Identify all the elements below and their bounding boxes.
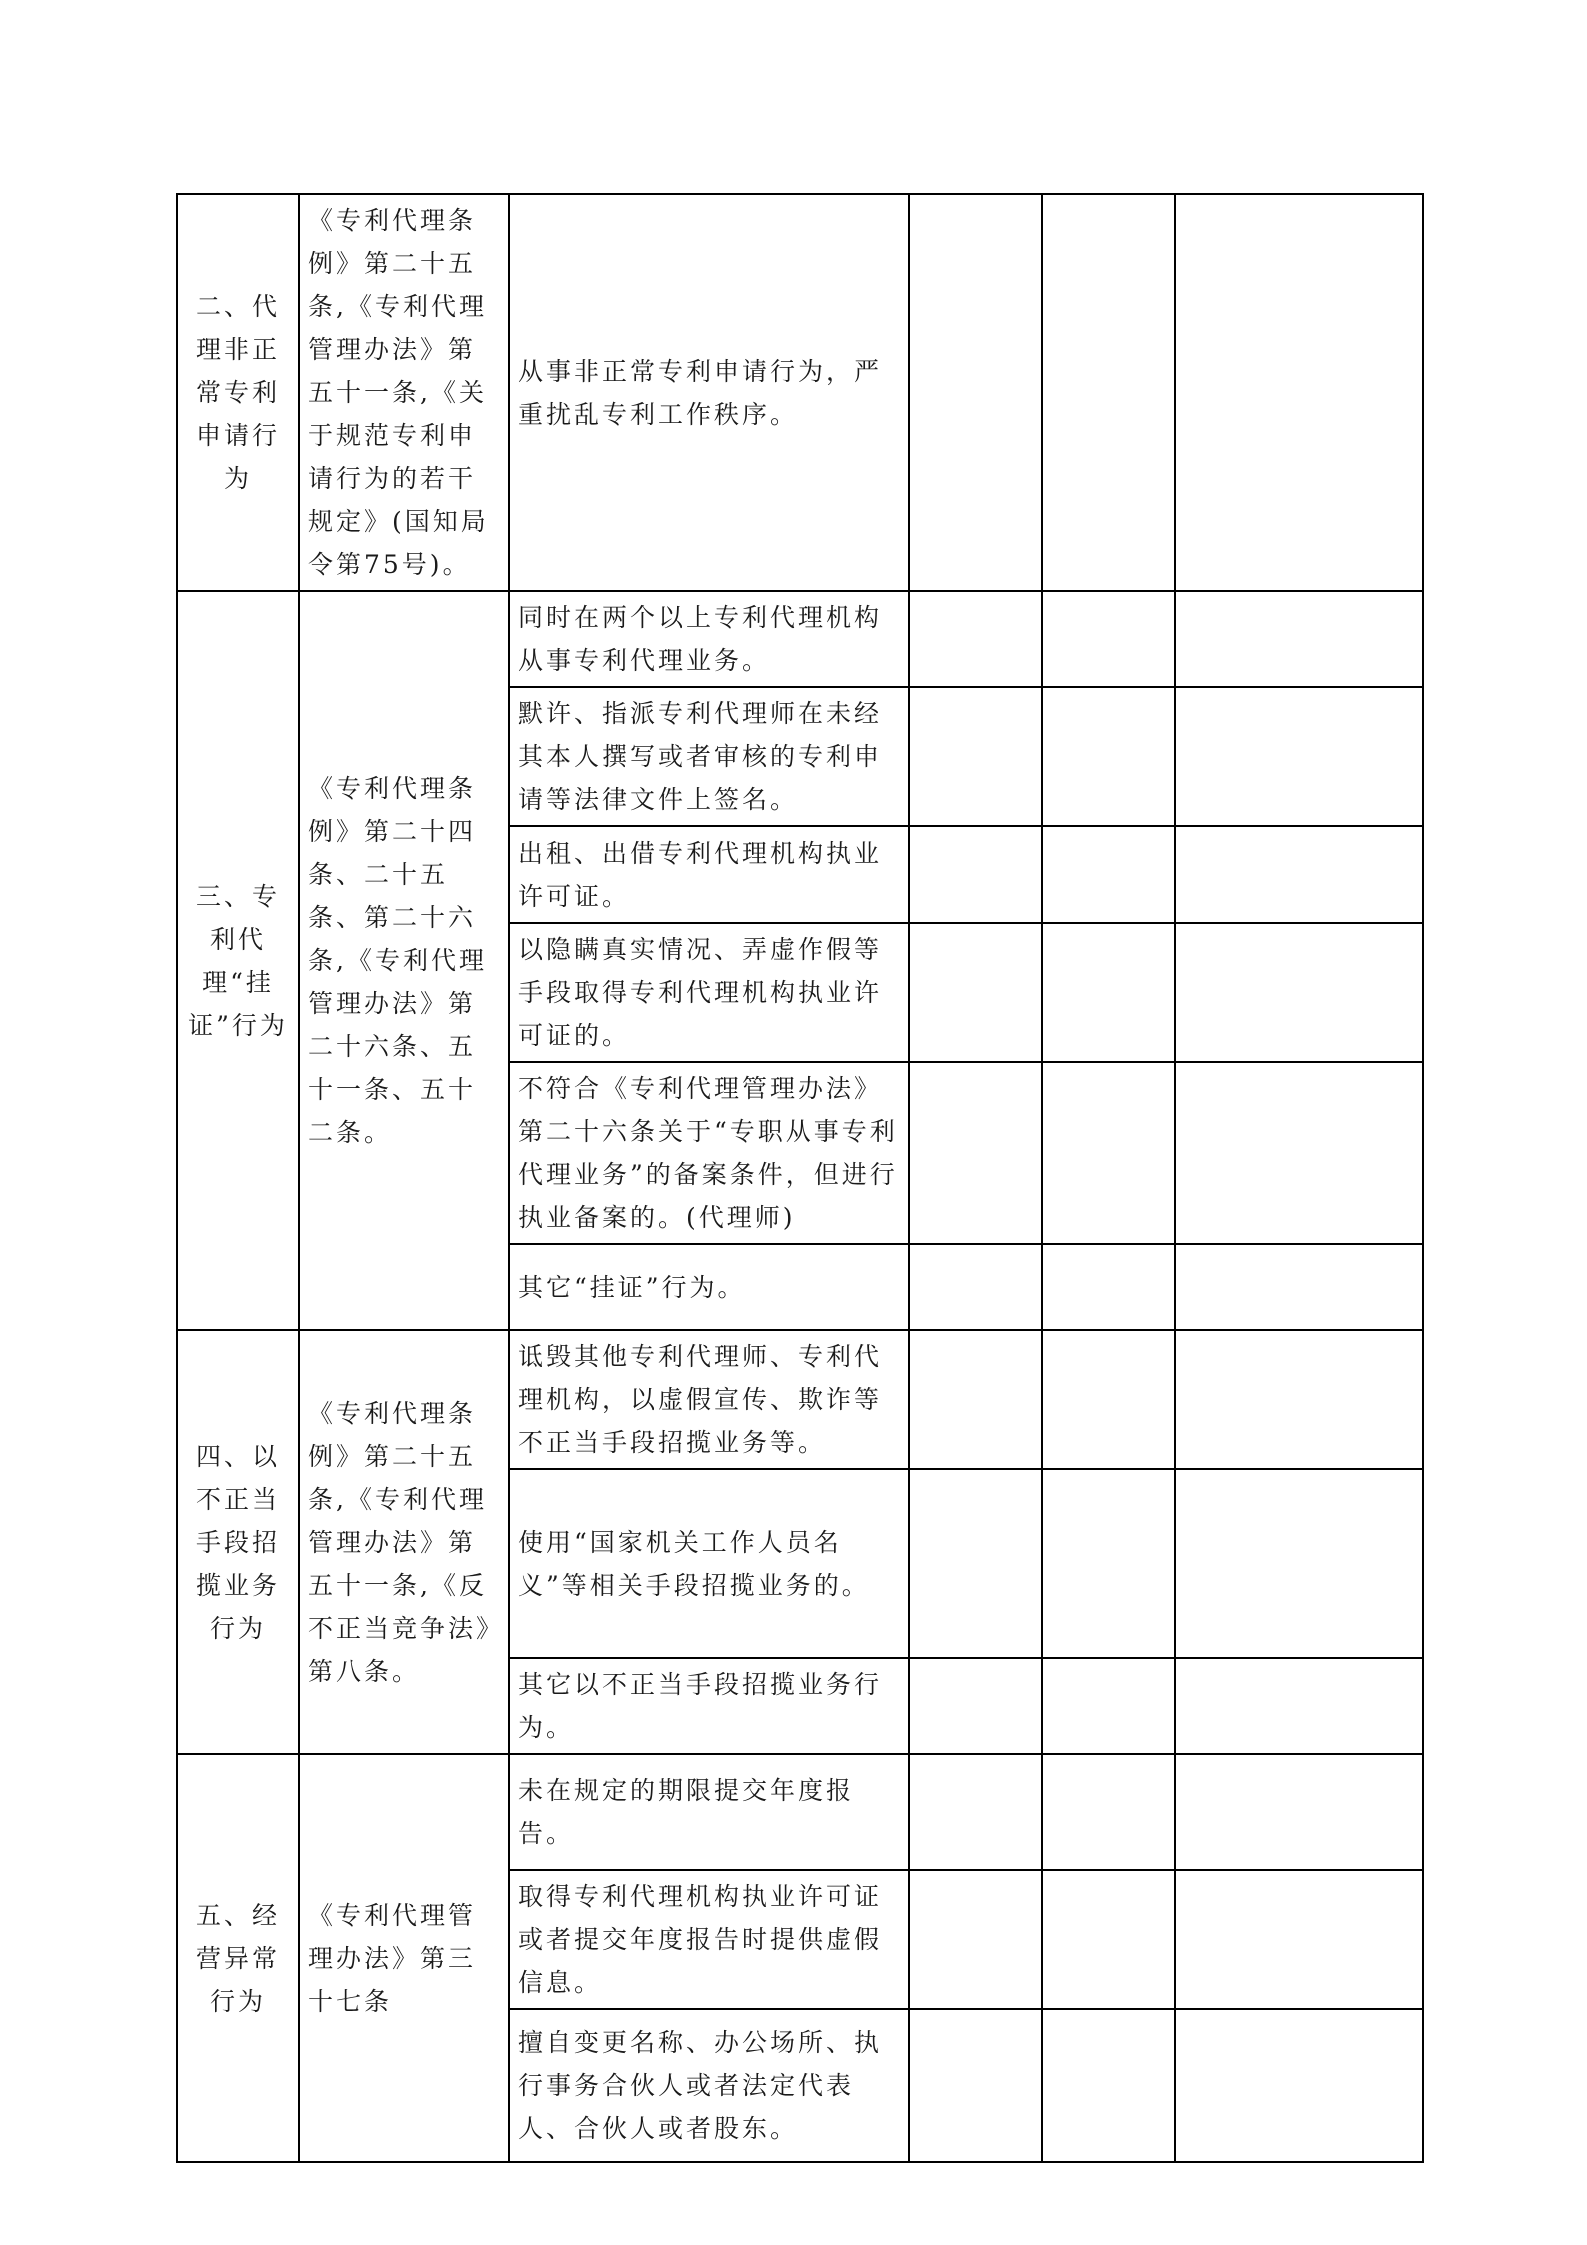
blank-cell <box>909 1330 1042 1469</box>
behavior-item-cell: 默许、指派专利代理师在未经其本人撰写或者审核的专利申请等法律文件上签名。 <box>509 687 909 826</box>
blank-cell <box>1175 1330 1423 1469</box>
blank-cell <box>909 1244 1042 1330</box>
behavior-item-cell: 以隐瞒真实情况、弄虚作假等手段取得专利代理机构执业许可证的。 <box>509 923 909 1062</box>
blank-cell <box>1175 591 1423 687</box>
legal-basis-cell: 《专利代理条例》第二十五条,《专利代理管理办法》第五十一条,《关于规范专利申请行为的若干规定》(国知局令第75号)。 <box>299 194 509 591</box>
blank-cell <box>1042 1062 1175 1244</box>
blank-cell <box>1175 826 1423 923</box>
behavior-item-cell: 诋毁其他专利代理师、专利代理机构，以虚假宣传、欺诈等不正当手段招揽业务等。 <box>509 1330 909 1469</box>
behavior-item-cell: 擅自变更名称、办公场所、执行事务合伙人或者法定代表人、合伙人或者股东。 <box>509 2009 909 2162</box>
category-cell: 五、经营异常行为 <box>177 1754 299 2162</box>
category-cell: 二、代理非正常专利申请行为 <box>177 194 299 591</box>
blank-cell <box>909 194 1042 591</box>
blank-cell <box>1175 923 1423 1062</box>
blank-cell <box>1042 826 1175 923</box>
behavior-item-cell: 其它以不正当手段招揽业务行为。 <box>509 1658 909 1754</box>
behavior-item-cell: 未在规定的期限提交年度报告。 <box>509 1754 909 1870</box>
blank-cell <box>1042 1244 1175 1330</box>
blank-cell <box>1042 2009 1175 2162</box>
blank-cell <box>1175 1244 1423 1330</box>
behavior-item-cell: 使用“国家机关工作人员名义”等相关手段招揽业务的。 <box>509 1469 909 1658</box>
blank-cell <box>1175 1754 1423 1870</box>
behavior-item-cell: 从事非正常专利申请行为，严重扰乱专利工作秩序。 <box>509 194 909 591</box>
blank-cell <box>1175 194 1423 591</box>
blank-cell <box>1042 923 1175 1062</box>
behavior-item-cell: 出租、出借专利代理机构执业许可证。 <box>509 826 909 923</box>
blank-cell <box>1042 194 1175 591</box>
blank-cell <box>909 591 1042 687</box>
blank-cell <box>909 1658 1042 1754</box>
blank-cell <box>1175 1658 1423 1754</box>
behavior-item-cell: 不符合《专利代理管理办法》第二十六条关于“专职从事专利代理业务”的备案条件，但进行执业备案的。(代理师) <box>509 1062 909 1244</box>
blank-cell <box>1042 1469 1175 1658</box>
blank-cell <box>909 923 1042 1062</box>
blank-cell <box>1175 1469 1423 1658</box>
blank-cell <box>909 687 1042 826</box>
behavior-item-cell: 取得专利代理机构执业许可证或者提交年度报告时提供虚假信息。 <box>509 1870 909 2009</box>
blank-cell <box>1042 687 1175 826</box>
table-row <box>177 1330 1423 1469</box>
behavior-item-cell: 其它“挂证”行为。 <box>509 1244 909 1330</box>
behavior-item-cell: 同时在两个以上专利代理机构从事专利代理业务。 <box>509 591 909 687</box>
blank-cell <box>1042 1754 1175 1870</box>
blank-cell <box>1042 1330 1175 1469</box>
table-row <box>177 1754 1423 1870</box>
blank-cell <box>909 1469 1042 1658</box>
blank-cell <box>1042 1870 1175 2009</box>
legal-basis-cell: 《专利代理管理办法》第三十七条 <box>299 1754 509 2162</box>
category-cell: 四、以不正当手段招揽业务行为 <box>177 1330 299 1754</box>
legal-basis-cell: 《专利代理条例》第二十四条、二十五条、第二十六条,《专利代理管理办法》第二十六条、五十一条、五十二条。 <box>299 591 509 1330</box>
table-row <box>177 591 1423 687</box>
regulation-table <box>176 193 1424 2163</box>
category-cell: 三、专利代理“挂证”行为 <box>177 591 299 1330</box>
blank-cell <box>1175 687 1423 826</box>
legal-basis-cell: 《专利代理条例》第二十五条,《专利代理管理办法》第五十一条,《反不正当竞争法》第八条。 <box>299 1330 509 1754</box>
table-row <box>177 194 1423 591</box>
blank-cell <box>909 1754 1042 1870</box>
blank-cell <box>1042 591 1175 687</box>
blank-cell <box>909 2009 1042 2162</box>
blank-cell <box>1175 2009 1423 2162</box>
blank-cell <box>909 1062 1042 1244</box>
blank-cell <box>1175 1870 1423 2009</box>
blank-cell <box>1042 1658 1175 1754</box>
blank-cell <box>1175 1062 1423 1244</box>
blank-cell <box>909 826 1042 923</box>
blank-cell <box>909 1870 1042 2009</box>
